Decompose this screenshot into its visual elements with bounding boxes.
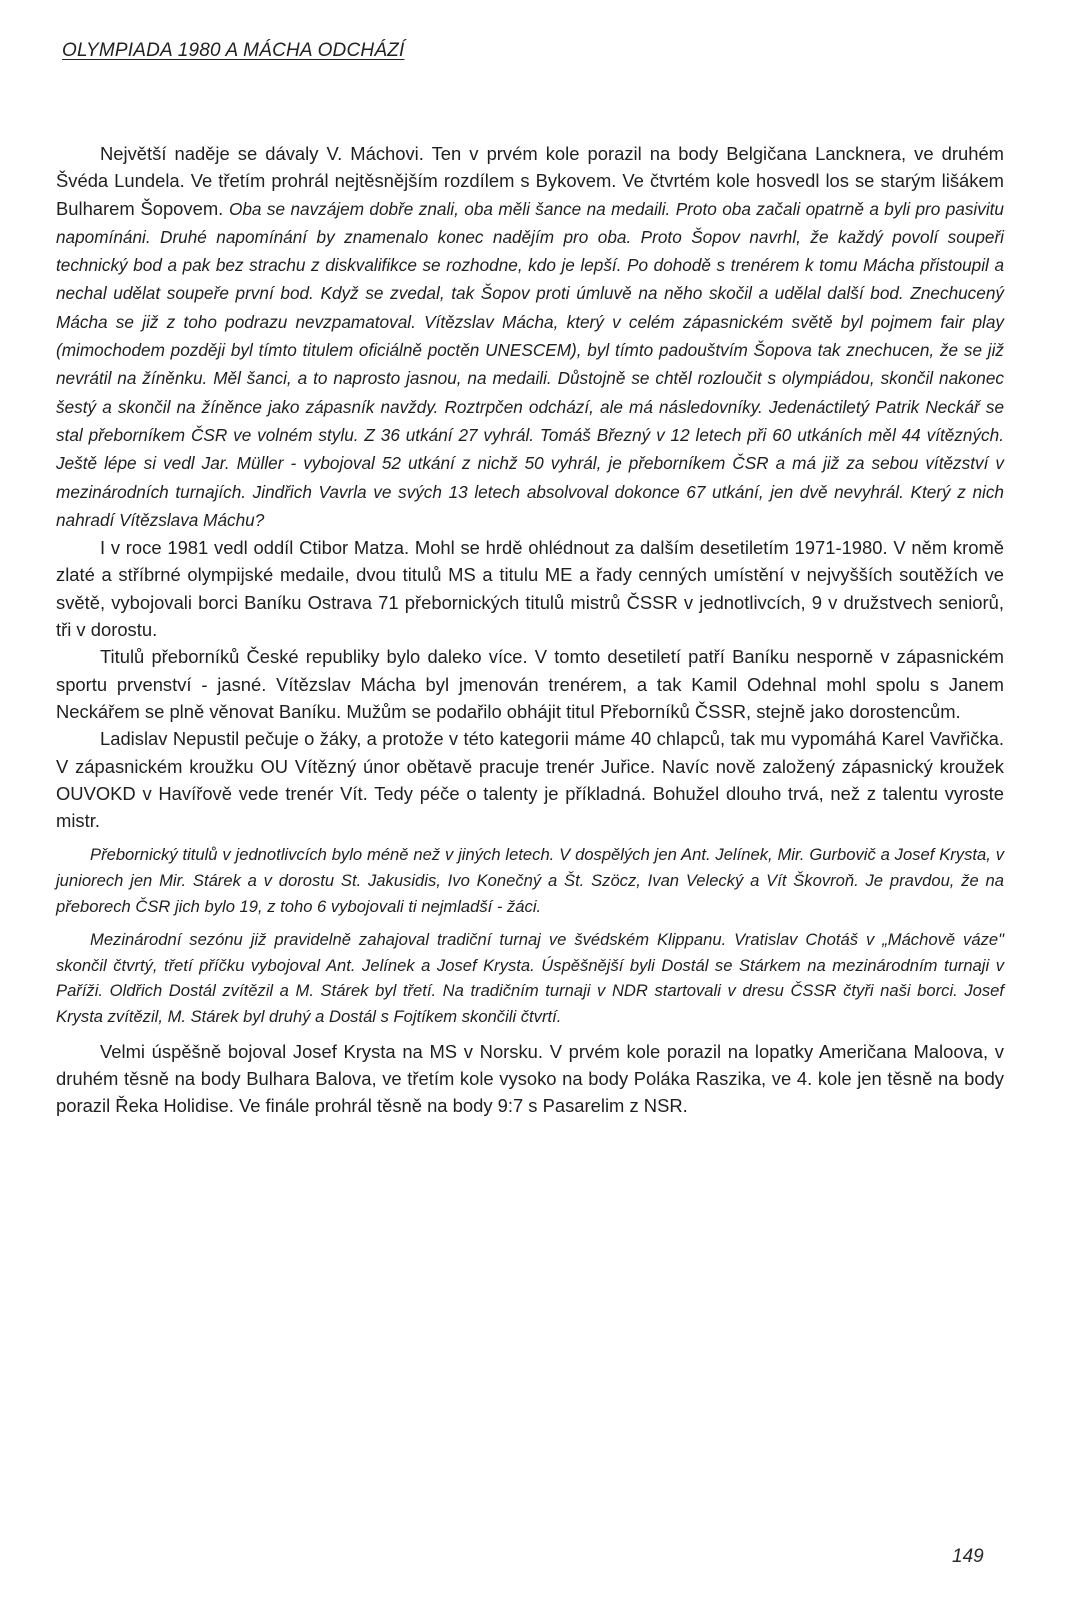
- paragraph-5: Přebornický titulů v jednotlivcích bylo méně než v jiných letech. V dospělých jen Ant. Jelínek, Mir. Gurbovič a Josef Krysta, v juniorech jen Mir. Stárek a v dorostu St. Jakusidis, Ivo Konečný a Št. Szöcz, Ivan Velecký a Vít Škovroň. Je pravdou, že na přeborech ČSR jich bylo 19, z toho 6 vybojovali ti nejmladší - žáci.: [56, 845, 1004, 916]
- page-title: OLYMPIADA 1980 A MÁCHA ODCHÁZÍ: [62, 40, 405, 61]
- page-number: 149: [952, 1546, 984, 1567]
- paragraph-1-italic: Oba se navzájem dobře znali, oba měli šance na medaili. Proto oba začali opatrně a byli pro pasivitu napomínáni. Druhé napomínání by znamenalo konec nadějím pro oba. Proto Šopov navrhl, že každý povolí soupeři technický bod a pak bez strachu z diskvalifikce se rozhodne, kdo je lepší. Po dohodě s trenérem k tomu Mácha přistoupil a nechal udělat soupeře první bod. Když se zvedal, tak Šopov proti úmluvě na něho skočil a udělal další bod. Znechucený Mácha se již z toho podrazu nevzpamatoval. Vítězslav Mácha, který v celém zápasnickém světě byl pojmem fair play (mimochodem později byl tímto titulem oficiálně poctěn UNESCEM), byl tímto padouštvím Šopova tak znechucen, že se již nevrátil na žíněnku. Měl šanci, a to naprosto jasnou, na medaili. Důstojně se chtěl rozloučit s olympiádou, skončil nakonec šestý a skončil na žíněnce jako zápasník navždy. Roztrpčen odchází, ale má následovníky. Jedenáctiletý Patrik Neckář se stal přeborníkem ČSR ve volném stylu. Z 36 utkání 27 vyhrál. Tomáš Březný v 12 letech při 60 utkáních měl 44 vítězných. Ještě lépe si vedl Jar. Müller - vybojoval 52 utkání z nichž 50 vyhrál, je přeborníkem ČSR a má již za sebou vítězství v mezinárodních turnajích. Jindřich Vavrla ve svých 13 letech absolvoval dokonce 67 utkání, jen dvě nevyhrál. Který z nich nahradí Vítězslava Máchu?: [56, 198, 1004, 530]
- paragraph-4: Ladislav Nepustil pečuje o žáky, a protože v této kategorii máme 40 chlapců, tak mu vypomáhá Karel Vavřička. V zápasnickém kroužku OU Vítězný únor obětavě pracuje trenér Juřice. Navíc nově založený zápasnický kroužek OUVOKD v Havířově vede trenér Vít. Tedy péče o talenty je příkladná. Bohužel dlouho trvá, než z talentu vyroste mistr.: [56, 728, 1004, 832]
- paragraph-6: Mezinárodní sezónu již pravidelně zahajoval tradiční turnaj ve švédském Klippanu. Vratislav Chotáš v „Máchově váze" skončil čtvrtý, třetí příčku vybojoval Ant. Jelínek a Josef Krysta. Úspěšnější byli Dostál se Stárkem na mezinárodním turnaji v Paříži. Oldřich Dostál zvítězil a M. Stárek byl třetí. Na tradičním turnaji v NDR startovali v dresu ČSSR čtyři naši borci. Josef Krysta zvítězil, M. Stárek byl druhý a Dostál s Fojtíkem skončili čtvrtí.: [56, 930, 1004, 1026]
- article-body: [56, 140, 1004, 1119]
- paragraph-1: [56, 140, 1004, 534]
- paragraph-7: Velmi úspěšně bojoval Josef Krysta na MS v Norsku. V prvém kole porazil na lopatky Američana Maloova, v druhém těsně na body Bulhara Balova, ve třetím kole vysoko na body Poláka Raszika, ve 4. kole jen těsně na body porazil Řeka Holidise. Ve finále prohrál těsně na body 9:7 s Pasarelim z NSR.: [56, 1040, 1004, 1117]
- paragraph-3: Titulů přeborníků České republiky bylo daleko více. V tomto desetiletí patří Baníku nesporně v zápasnickém sportu prvenství - jasné. Vítězslav Mácha byl jmenován trenérem, a tak Kamil Odehnal mohl spolu s Janem Neckářem se plně věnovat Baníku. Mužům se podařilo obhájit titul Přeborníků ČSSR, stejně jako dorostencům.: [56, 646, 1004, 722]
- paragraph-1-regular: Největší naděje se dávaly V. Máchovi. Ten v prvém kole porazil na body Belgičana Lancknera, ve druhém Švéda Lundela. Ve třetím prohrál nejtěsnějším rozdílem s Bykovem. Ve čtvrtém kole hosvedl los se starým lišákem Bulharem Šopovem.: [56, 143, 1004, 219]
- paragraph-2: I v roce 1981 vedl oddíl Ctibor Matza. Mohl se hrdě ohlédnout za dalším desetiletím 1971-1980. V něm kromě zlaté a stříbrné olympijské medaile, dvou titulů MS a titulu ME a řady cenných umístění v nejvyšších soutěžích ve světě, vybojovali borci Baníku Ostrava 71 přebornických titulů mistrů ČSSR v jednotlivcích, 9 v družstvech seniorů, tři v dorostu.: [56, 537, 1004, 641]
